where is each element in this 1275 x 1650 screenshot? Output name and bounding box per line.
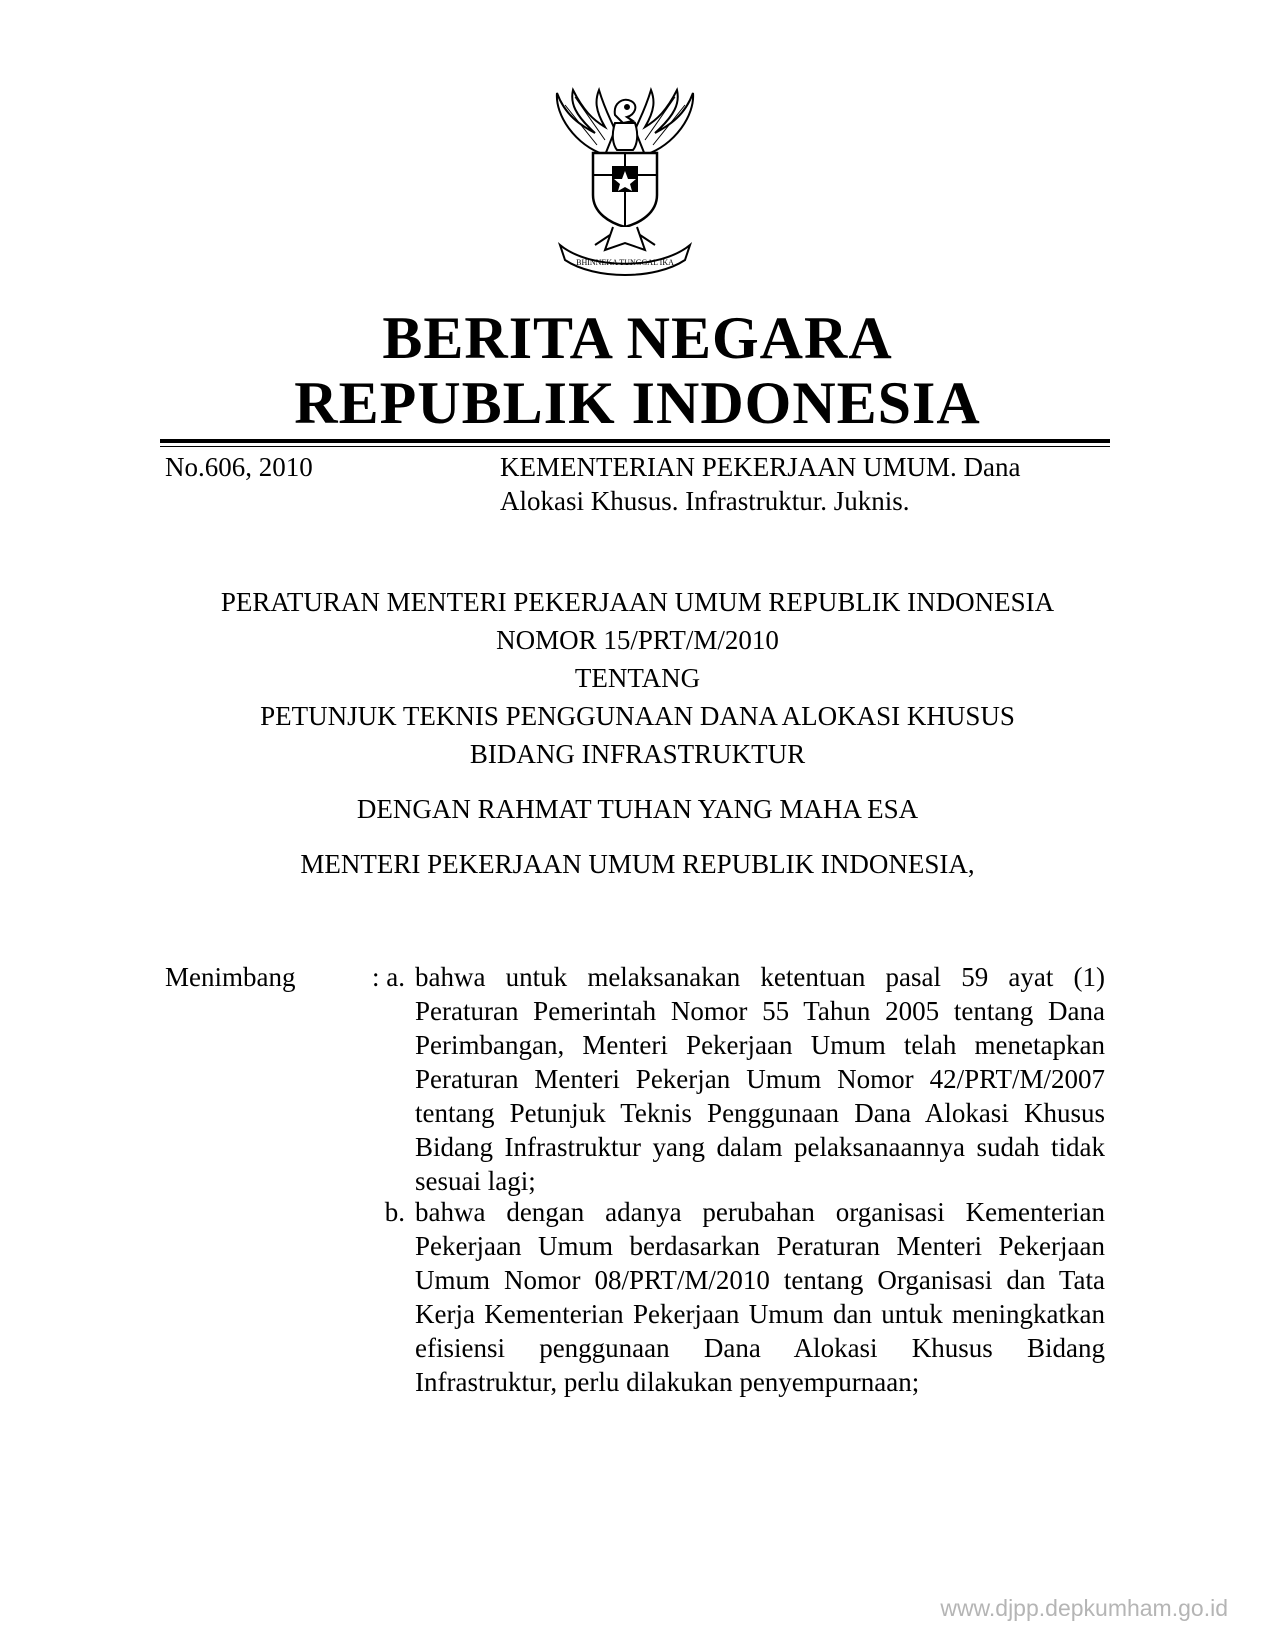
considering-item-letter: b. — [384, 1197, 405, 1227]
header-rule-thin — [160, 446, 1110, 447]
gazette-subject-line2: Alokasi Khusus. Infrastruktur. Juknis. — [500, 486, 910, 516]
considering-item-text: bahwa dengan adanya perubahan organisasi Kementerian Pekerjaan Umum berdasarkan Peraturan Menteri Pekerjaan Umum Nomor 08/PRT/M/2010 tentang Organisasi dan Tata Kerja Kementerian Pekerjaan Umum dan untuk meningkatkan efisiensi penggunaan Dana Alokasi Khusus Bidang Infrastruktur, perlu dilakukan penyempurnaan; — [415, 1197, 1105, 1397]
gazette-number: No.606, 2010 — [165, 452, 313, 482]
gazette-title-line2: REPUBLIK INDONESIA — [294, 370, 981, 436]
footer-url: www.djpp.depkumham.go.id — [940, 1595, 1228, 1621]
regulation-subject-line1: PETUNJUK TEKNIS PENGGUNAAN DANA ALOKASI KHUSUS — [260, 701, 1015, 731]
header-rule-thick — [160, 439, 1110, 443]
gazette-subject — [500, 450, 1105, 518]
gazette-subject-line1: KEMENTERIAN PEKERJAAN UMUM. Dana — [500, 452, 1021, 482]
regulation-title: PERATURAN MENTERI PEKERJAAN UMUM REPUBLIK INDONESIA — [220, 587, 1055, 617]
considering-label: Menimbang — [165, 962, 296, 992]
considering-item-letter: : a. — [372, 962, 405, 992]
svg-text:BHINNEKA TUNGGAL IKA: BHINNEKA TUNGGAL IKA — [576, 258, 674, 267]
issuer-line: MENTERI PEKERJAAN UMUM REPUBLIK INDONESIA, — [300, 849, 975, 879]
blessing-line: DENGAN RAHMAT TUHAN YANG MAHA ESA — [356, 794, 919, 824]
regulation-subject-line2: BIDANG INFRASTRUKTUR — [469, 739, 806, 769]
regulation-number: NOMOR 15/PRT/M/2010 — [496, 625, 779, 655]
garuda-emblem-icon — [535, 85, 715, 280]
considering-item-text: bahwa untuk melaksanakan ketentuan pasal 59 ayat (1) Peraturan Pemerintah Nomor 55 Tahun 2005 tentang Dana Perimbangan, Menteri Pekerjaan Umum telah menetapkan Peraturan Menteri Pekerjan Umum Nomor 42/PRT/M/2007 tentang Petunjuk Teknis Penggunaan Dana Alokasi Khusus Bidang Infrastruktur yang dalam pelaksanaannya sudah tidak sesuai lagi; — [415, 962, 1105, 1196]
regulation-about: TENTANG — [574, 663, 701, 693]
gazette-title-line1: BERITA NEGARA — [382, 305, 893, 371]
